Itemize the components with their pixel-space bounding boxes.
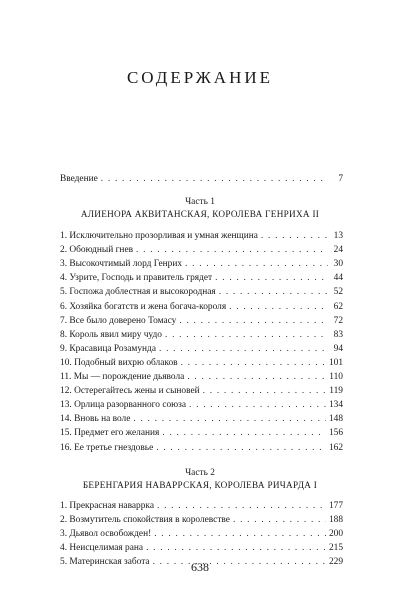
toc-entry-page: 94: [333, 343, 343, 354]
toc-entry[interactable]: [60, 527, 343, 541]
dot-leader: [156, 441, 326, 455]
toc-entry[interactable]: [60, 342, 343, 356]
toc-entry[interactable]: [60, 370, 343, 384]
toc-entry-page: 62: [333, 301, 343, 312]
toc-entry-page: 162: [328, 442, 343, 453]
toc-entry-label: 13. Орлица разорванного союза: [60, 400, 187, 411]
toc-entry-page: 200: [328, 529, 343, 540]
toc-entry-page: 101: [328, 357, 343, 368]
toc-entry-label: 15. Предмет его желания: [60, 428, 160, 439]
toc-entry[interactable]: [60, 499, 343, 513]
toc-entry-page: 177: [328, 501, 343, 511]
dot-leader: [179, 314, 328, 328]
toc-entry-label: 11. Мы — порождение дьявола: [60, 372, 185, 382]
toc-entry[interactable]: [60, 356, 343, 370]
toc-entry-label: 2. Возмутитель спокойствия в королевстве: [60, 515, 230, 526]
toc-entry-page: 215: [328, 543, 343, 554]
toc-entry-page: 229: [328, 557, 343, 568]
toc-entry[interactable]: [60, 300, 343, 314]
toc-entry-page: 52: [333, 287, 343, 298]
page-number: 638: [191, 560, 209, 574]
toc-entry[interactable]: [60, 314, 343, 328]
dot-leader: [133, 412, 326, 426]
dot-leader: [203, 384, 327, 398]
part1-subtitle: АЛИЕНОРА АКВИТАНСКАЯ, КОРОЛЕВА ГЕНРИХА II: [80, 209, 320, 219]
toc-entry-label: 1. Прекрасная наваррка: [60, 501, 154, 511]
toc-entry-label: 7. Все было доверено Томасу: [60, 315, 177, 326]
toc-entry[interactable]: [60, 243, 343, 257]
toc-entry-label: 10. Подобный вихрю облаков: [60, 357, 178, 368]
toc-entry-page: 72: [333, 315, 343, 326]
toc-entry-label: 8. Король явил миру чудо: [60, 329, 162, 340]
toc-entry-page: 148: [328, 414, 343, 425]
dot-leader: [162, 426, 326, 440]
toc-entry-label: 9. Красавица Розамунда: [60, 343, 156, 354]
dot-leader: [229, 300, 328, 314]
toc-entry-label: 12. Остерегайтесь жены и сыновей: [60, 386, 200, 397]
toc-entry-page: 119: [329, 386, 343, 397]
toc-entry[interactable]: [60, 384, 343, 398]
toc-entry-label: 14. Вновь на воле: [60, 414, 131, 425]
dot-leader: [189, 398, 326, 412]
dot-leader: [146, 541, 326, 555]
toc-entry[interactable]: [60, 285, 343, 299]
page-title: СОДЕРЖАНИЕ: [126, 68, 274, 87]
toc-entry[interactable]: [60, 257, 343, 271]
toc-entry-label: 4. Неисцелимая рана: [60, 543, 144, 554]
part1-heading: Часть 1: [185, 197, 215, 207]
toc-entry-label: Введение: [60, 174, 98, 184]
toc-entry-label: 3. Дьявол освобожден!: [60, 529, 152, 540]
dot-leader: [136, 243, 328, 257]
toc-entry-intro[interactable]: [60, 172, 343, 186]
toc-entry-page: 156: [328, 428, 343, 439]
toc-entry[interactable]: [60, 412, 343, 426]
toc-entry-page: 13: [333, 231, 343, 241]
dot-leader: [187, 370, 326, 384]
toc-entry-page: 134: [328, 400, 343, 411]
toc-entry[interactable]: [60, 513, 343, 527]
dot-leader: [181, 356, 326, 370]
dot-leader: [157, 499, 326, 513]
dot-leader: [101, 172, 328, 186]
toc-entry[interactable]: [60, 398, 343, 412]
toc-entry-page: 83: [333, 329, 343, 340]
toc-entry-label: 1. Исключительно прозорливая и умная женщина: [60, 231, 258, 241]
part2-heading: Часть 2: [185, 468, 215, 478]
toc-entry-label: 6. Хозяйка богатств и жена богача-короля: [60, 301, 227, 312]
dot-leader: [154, 527, 326, 541]
part2-subtitle: БЕРЕНГАРИЯ НАВАРРСКАЯ, КОРОЛЕВА РИЧАРДА I: [82, 480, 318, 490]
toc-entry[interactable]: [60, 541, 343, 555]
toc-entry-page: 110: [329, 372, 343, 382]
toc-entry-label: 16. Ее третье гнездовье: [60, 442, 154, 453]
toc-entry[interactable]: [60, 441, 343, 455]
dot-leader: [233, 513, 326, 527]
toc-entry-label: 5. Госпожа доблестная и высокородная: [60, 287, 216, 298]
toc-entry-label: 2. Обоюдный гнев: [60, 245, 134, 256]
dot-leader: [159, 342, 328, 356]
dot-leader: [219, 285, 328, 299]
dot-leader: [215, 271, 328, 285]
toc-entry-page: 188: [328, 515, 343, 526]
toc-entry[interactable]: [60, 271, 343, 285]
dot-leader: [261, 229, 328, 243]
toc-entry-page: 24: [333, 245, 343, 256]
toc-entry[interactable]: [60, 328, 343, 342]
toc-entry-page: 30: [333, 259, 343, 270]
dot-leader: [165, 328, 328, 342]
toc-entry-label: 3. Высокочтимый лорд Генрих: [60, 259, 183, 270]
toc-entry-page: 7: [338, 174, 343, 184]
dot-leader: [185, 257, 328, 271]
toc-entry-page: 44: [333, 273, 343, 284]
toc-entry-label: 4. Узрите, Господь и правитель грядет: [60, 273, 213, 284]
toc-entry[interactable]: [60, 229, 343, 243]
toc-entry-label: 5. Материнская забота: [60, 557, 150, 568]
toc-entry[interactable]: [60, 426, 343, 440]
